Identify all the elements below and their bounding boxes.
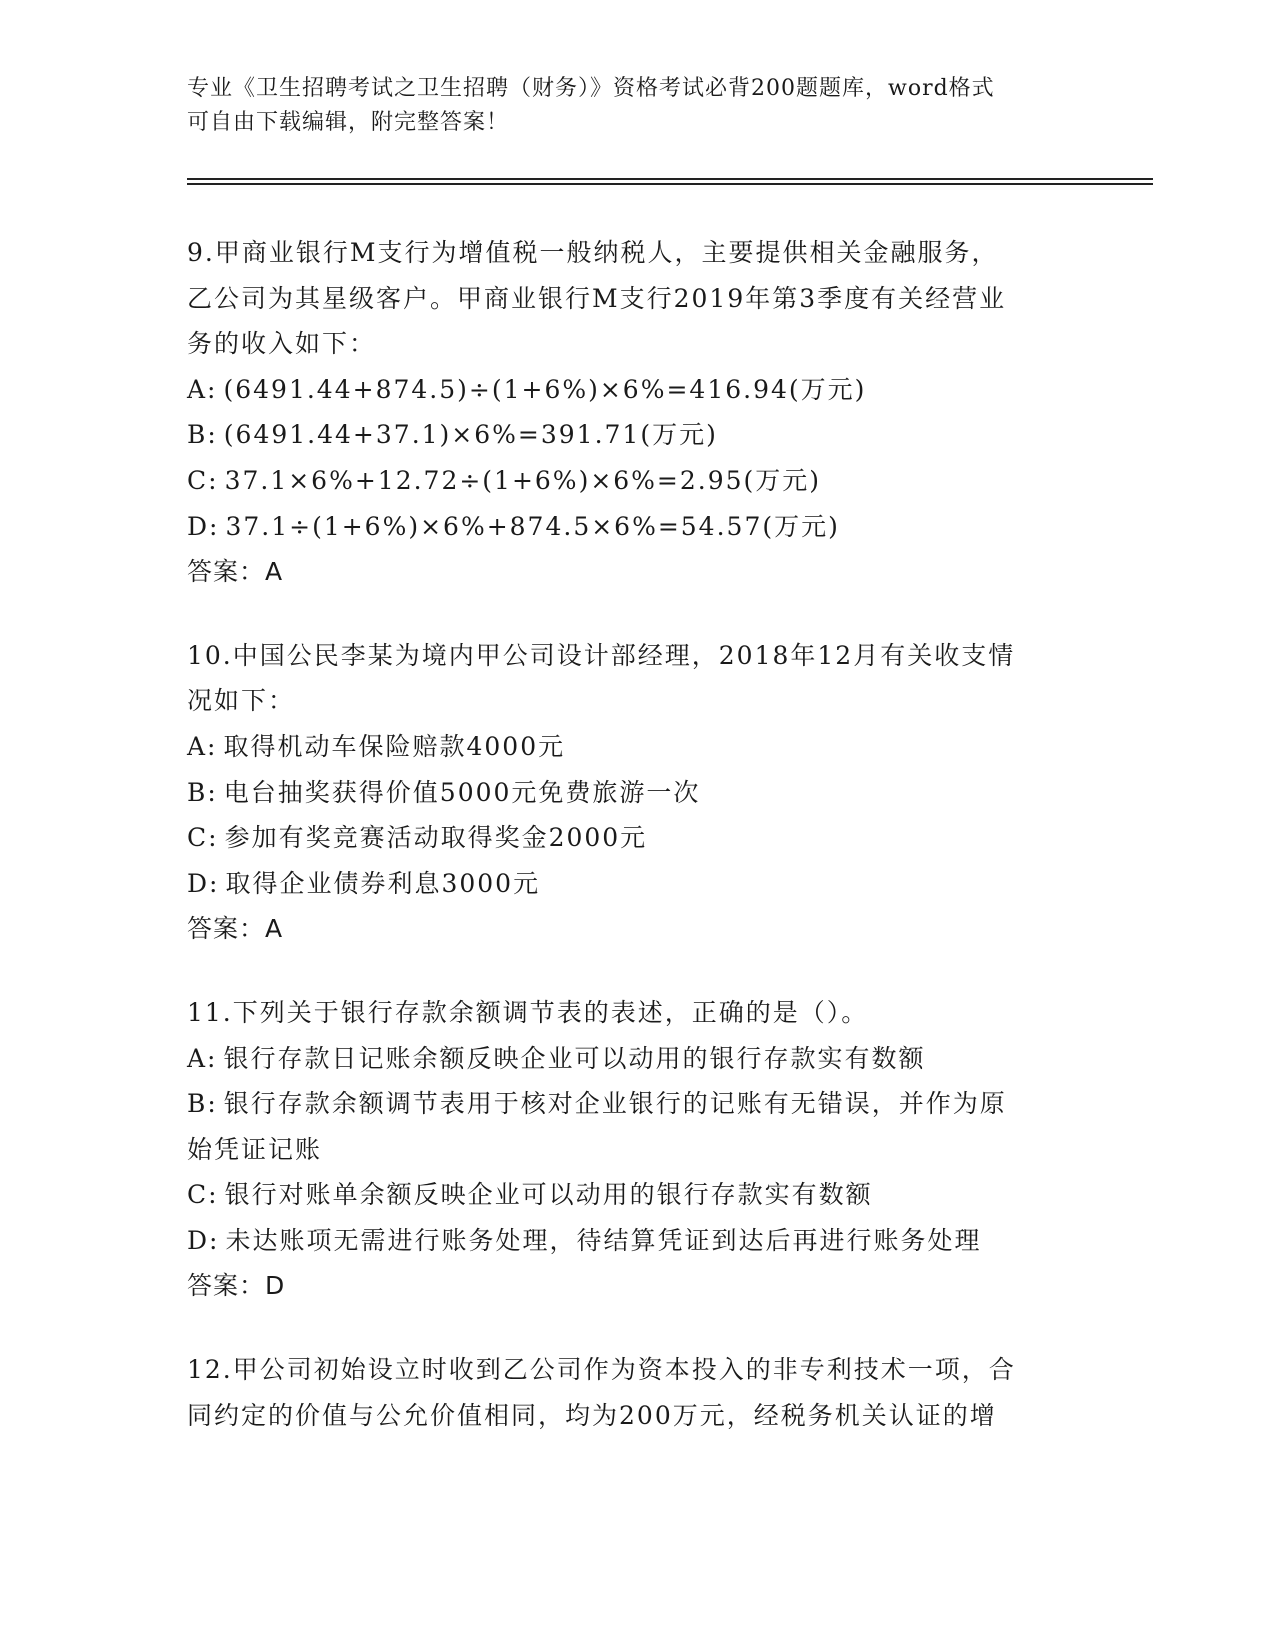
option-d — [187, 861, 1067, 907]
question-10 — [187, 633, 1067, 952]
option-b — [187, 1081, 1067, 1127]
option-text: 电台抽奖获得价值5000元免费旅游一次 — [223, 777, 701, 807]
option-label: C: — [187, 465, 219, 495]
answer-line: 答案：A — [187, 914, 284, 944]
option-text: 取得企业债券利息3000元 — [225, 868, 541, 898]
option-c — [187, 1172, 1067, 1218]
question-stem-line: 12.甲公司初始设立时收到乙公司作为资本投入的非专利技术一项，合 — [187, 1355, 1016, 1385]
option-c — [187, 815, 1067, 861]
option-text: 参加有奖竞赛活动取得奖金2000元 — [224, 823, 648, 853]
option-label: B: — [187, 420, 218, 450]
question-list — [187, 230, 1067, 1476]
question-stem-line: 乙公司为其星级客户。甲商业银行M支行2019年第3季度有关经营业 — [187, 283, 1007, 313]
option-text: 银行存款余额调节表用于核对企业银行的记账有无错误，并作为原 — [223, 1089, 1007, 1119]
question-stem-line: 9.甲商业银行M支行为增值税一般纳税人，主要提供相关金融服务， — [187, 238, 999, 267]
option-text: 银行对账单余额反映企业可以动用的银行存款实有数额 — [224, 1180, 873, 1210]
question-9 — [187, 230, 1067, 595]
header-divider-top — [187, 178, 1153, 180]
option-text: 取得机动车保险赔款4000元 — [223, 731, 566, 761]
option-a — [187, 724, 1067, 770]
document-header — [187, 72, 1067, 140]
question-stem-line: 11.下列关于银行存款余额调节表的表述，正确的是（）。 — [187, 997, 869, 1027]
option-b-continued — [187, 1127, 1067, 1173]
option-label: B: — [187, 1089, 218, 1119]
option-label: D: — [187, 1225, 220, 1255]
option-text: 未达账项无需进行账务处理，待结算凭证到达后再进行账务处理 — [225, 1225, 982, 1255]
option-a — [187, 1036, 1067, 1082]
question-stem-line: 况如下： — [187, 686, 296, 716]
question-12 — [187, 1347, 1067, 1438]
option-label: A: — [187, 374, 218, 404]
answer-line: 答案：A — [187, 557, 284, 587]
header-line-2: 可自由下载编辑，附完整答案！ — [187, 110, 510, 135]
question-stem-line: 同约定的价值与公允价值相同，均为200万元，经税务机关认证的增 — [187, 1400, 997, 1430]
option-label: D: — [187, 868, 220, 898]
option-text: 始凭证记账 — [187, 1134, 323, 1164]
option-b — [187, 770, 1067, 816]
option-label: D: — [187, 511, 220, 541]
option-text: 37.1÷(1+6%)×6%+874.5×6%=54.57(万元) — [225, 511, 840, 541]
header-line-1: 专业《卫生招聘考试之卫生招聘（财务）》资格考试必背200题题库，word格式 — [187, 76, 995, 101]
question-11 — [187, 990, 1067, 1309]
option-a — [187, 367, 1067, 413]
question-stem-line: 务的收入如下： — [187, 329, 377, 359]
option-label: C: — [187, 823, 219, 853]
option-text: (6491.44+874.5)÷(1+6%)×6%=416.94(万元) — [223, 374, 867, 404]
option-label: A: — [187, 1043, 218, 1073]
answer-line: 答案：D — [187, 1271, 286, 1301]
option-label: C: — [187, 1180, 219, 1210]
option-text: 银行存款日记账余额反映企业可以动用的银行存款实有数额 — [223, 1043, 926, 1073]
option-d — [187, 1218, 1067, 1264]
option-text: (6491.44+37.1)×6%=391.71(万元) — [223, 420, 718, 450]
header-divider-bottom — [187, 183, 1153, 185]
option-b — [187, 412, 1067, 458]
option-c — [187, 458, 1067, 504]
option-text: 37.1×6%+12.72÷(1+6%)×6%=2.95(万元) — [224, 465, 822, 495]
option-label: A: — [187, 731, 218, 761]
option-label: B: — [187, 777, 218, 807]
option-d — [187, 504, 1067, 550]
question-stem-line: 10.中国公民李某为境内甲公司设计部经理，2018年12月有关收支情 — [187, 640, 1016, 670]
